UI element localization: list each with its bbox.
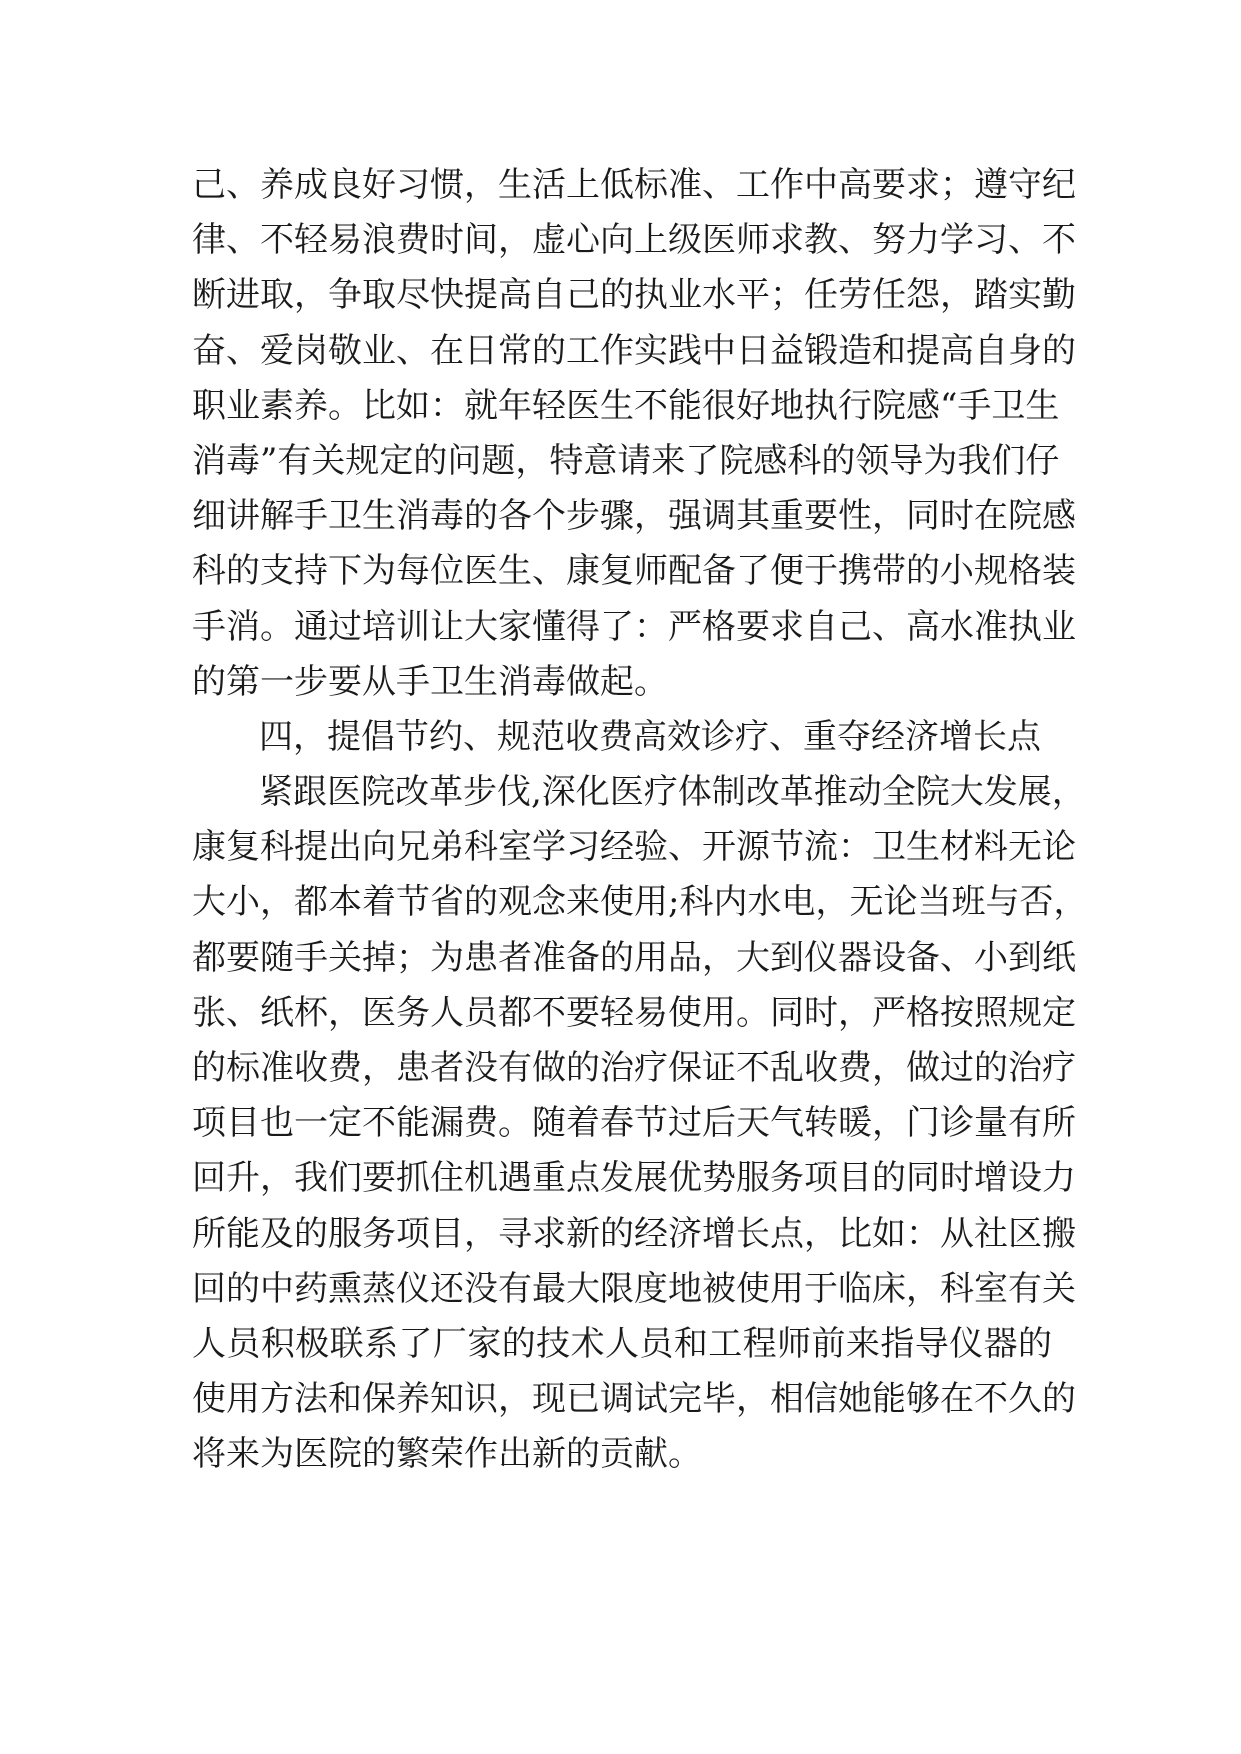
text-line: 项目也一定不能漏费。随着春节过后天气转暖，门诊量有所 (192, 1103, 1076, 1144)
text-line: 科的支持下为每位医生、康复师配备了便于携带的小规格装 (192, 551, 1076, 592)
text-line: 将来为医院的繁荣作出新的贡献。 (192, 1434, 702, 1475)
section-heading: 四，提倡节约、规范收费高效诊疗、重夺经济增长点 (259, 716, 1041, 757)
text-line: 使用方法和保养知识，现已调试完毕，相信她能够在不久的 (192, 1379, 1076, 1420)
text-line: 回升，我们要抓住机遇重点发展优势服务项目的同时增设力 (192, 1158, 1076, 1199)
text-line: 回的中药熏蒸仪还没有最大限度地被使用于临床，科室有关 (192, 1268, 1076, 1309)
text-line: 大小，都本着节省的观念来使用;科内水电，无论当班与否， (192, 882, 1088, 923)
body-text (192, 158, 1088, 1483)
text-line: 张、纸杯，医务人员都不要轻易使用。同时，严格按照规定 (192, 992, 1076, 1033)
text-line: 紧跟医院改革步伐,深化医疗体制改革推动全院大发展， (259, 772, 1086, 813)
text-line: 的标准收费，患者没有做的治疗保证不乱收费，做过的治疗 (192, 1048, 1076, 1088)
text-line: 康复科提出向兄弟科室学习经验、开源节流：卫生材料无论 (192, 827, 1076, 868)
text-line: 己、养成良好习惯，生活上低标准、工作中高要求；遵守纪 (192, 165, 1076, 205)
text-line: 断进取，争取尽快提高自己的执业水平；任劳任怨，踏实勤 (192, 275, 1076, 316)
text-line: 职业素养。比如：就年轻医生不能很好地执行院感“手卫生 (192, 385, 1060, 426)
text-line: 都要随手关掉；为患者准备的用品，大到仪器设备、小到纸 (192, 937, 1076, 978)
text-line: 细讲解手卫生消毒的各个步骤，强调其重要性，同时在院感 (192, 496, 1076, 537)
text-line: 的第一步要从手卫生消毒做起。 (192, 661, 668, 702)
text-line: 人员积极联系了厂家的技术人员和工程师前来指导仪器的 (192, 1323, 1052, 1364)
text-line: 奋、爱岗敬业、在日常的工作实践中日益锻造和提高自身的 (192, 330, 1076, 371)
text-line: 消毒”有关规定的问题，特意请来了院感科的领导为我们仔 (192, 440, 1060, 481)
text-line: 手消。通过培训让大家懂得了：严格要求自己、高水准执业 (192, 606, 1076, 647)
text-line: 律、不轻易浪费时间，虚心向上级医师求教、努力学习、不 (192, 220, 1076, 261)
text-line: 所能及的服务项目，寻求新的经济增长点，比如：从社区搬 (192, 1213, 1076, 1254)
